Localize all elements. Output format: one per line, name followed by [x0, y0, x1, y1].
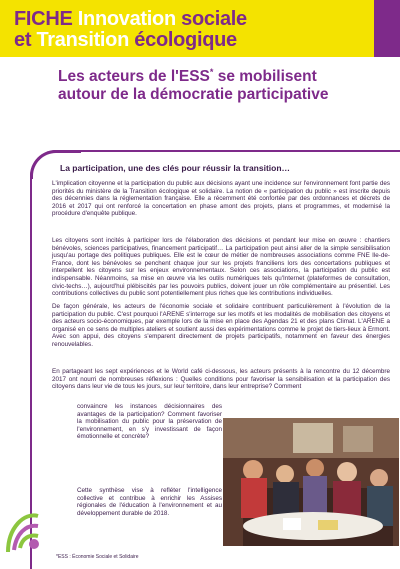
- paragraph-2: Les citoyens sont incités à participer lors de l'élaboration des décisions et pendant leur mise en œuvre : chantiers bénévoles, sciences participatives, financement participatif… La participation peut ainsi aller de la simple sensibilisation jusqu'au portage des politiques publiques. Elle est le cœur de métier de nombreuses associations comme FNE Ile-de-France, dont les bénévoles se penchent chaque jour sur les projets franciliens lors des concertations publiques et interpellent les citoyens sur les enjeux environnementaux. Selon ces associations, la participation du public est indispensable. Néanmoins, sa mise en œuvre via les outils numériques tels qu'Internet (plateformes de consultation, civic-techs…), aujourd'hui plébiscités par les pouvoirs publics, doivent jouer un rôle complémentaire au présentiel. Les contributions collectives du public sont potentiellement plus riches que les contributions individuelles.: [52, 237, 390, 298]
- title-line-2: autour de la démocratie participative: [58, 86, 329, 104]
- page-title: [58, 63, 378, 104]
- section-subtitle: La participation, une des clés pour réussir la transition…: [60, 163, 291, 173]
- paragraph-3: De façon générale, les acteurs de l'économie sociale et solidaire contribuent particulièrement à l'évolution de la participation du public. C'est pourquoi l'ARENE s'interroge sur les motifs et les modalités de mobilisation des citoyens et des acteurs socio-économiques, par exemple lors de la mise en place des Agendas 21 et des plans Climat. L'ARENE a organisé en ce sens de multiples ateliers et soutient aussi des expérimentations comme le projet de tiers-lieux à Ermont. Avec son appui, des citoyens s'emparent directement de projets participatifs, notamment en faveur des énergies renouvelables.: [52, 303, 390, 348]
- paragraph-4: En partageant les sept expériences et le World café ci-dessous, les acteurs présents à la rencontre du 12 décembre 2017 ont nourri de nombreuses réflexions : Quelles conditions pour favoriser la sensibilisation et la participation des citoyens dans leur vie de tous les jours, sur leur territoire, dans leur entreprise? Comment: [52, 368, 390, 391]
- paragraph-6: Cette synthèse vise à refléter l'intelligence collective et contribue à enrichir les Assises régionales de l'éducation à l'environnement et au développement durable de 2018.: [77, 487, 222, 517]
- footnote: *ESS : Économie Sociale et Solidaire: [56, 554, 139, 560]
- header-word-transition: Transition: [36, 29, 130, 51]
- paragraph-5: convaincre les instances décisionnaires des avantages de la participation? Comment favoriser la mobilisation du public pour la préservation de l'environnement, en s'y investissant de façon émotionnelle et concrète?: [77, 403, 222, 441]
- header-word-sociale: sociale: [181, 8, 247, 30]
- workshop-photo-art: [223, 418, 399, 546]
- title-asterisk: *: [209, 67, 214, 77]
- header-word-innovation: Innovation: [77, 8, 176, 30]
- spiral-hand-logo: [4, 508, 46, 556]
- header-line-2: [14, 30, 237, 50]
- header-word-et: et: [14, 29, 32, 51]
- header-line-1: [14, 9, 247, 29]
- paragraph-1: L'implication citoyenne et la participation du public aux décisions ayant une incidence sur l'environnement font partie des priorités du ministère de la Transition écologique et solidaire. La notion de « participation du public » est inscrite depuis des décennies dans la réglementation française. Elle a récemment été confortée par des ordonnances et décrets de 2016 et 2017 qui ont renforcé la concertation en phase amont des projets, plans et programmes, et modernisé la procédure d'enquête publique.: [52, 180, 390, 218]
- title-line-1: Les acteurs de l'ESS: [58, 68, 210, 86]
- workshop-photo: [223, 418, 399, 546]
- title-line-1-end: se mobilisent: [213, 68, 317, 86]
- header-tab: [374, 0, 400, 57]
- header-word-ecologique: écologique: [134, 29, 237, 51]
- header-banner: [0, 0, 400, 57]
- header-word-fiche: FICHE: [14, 8, 73, 30]
